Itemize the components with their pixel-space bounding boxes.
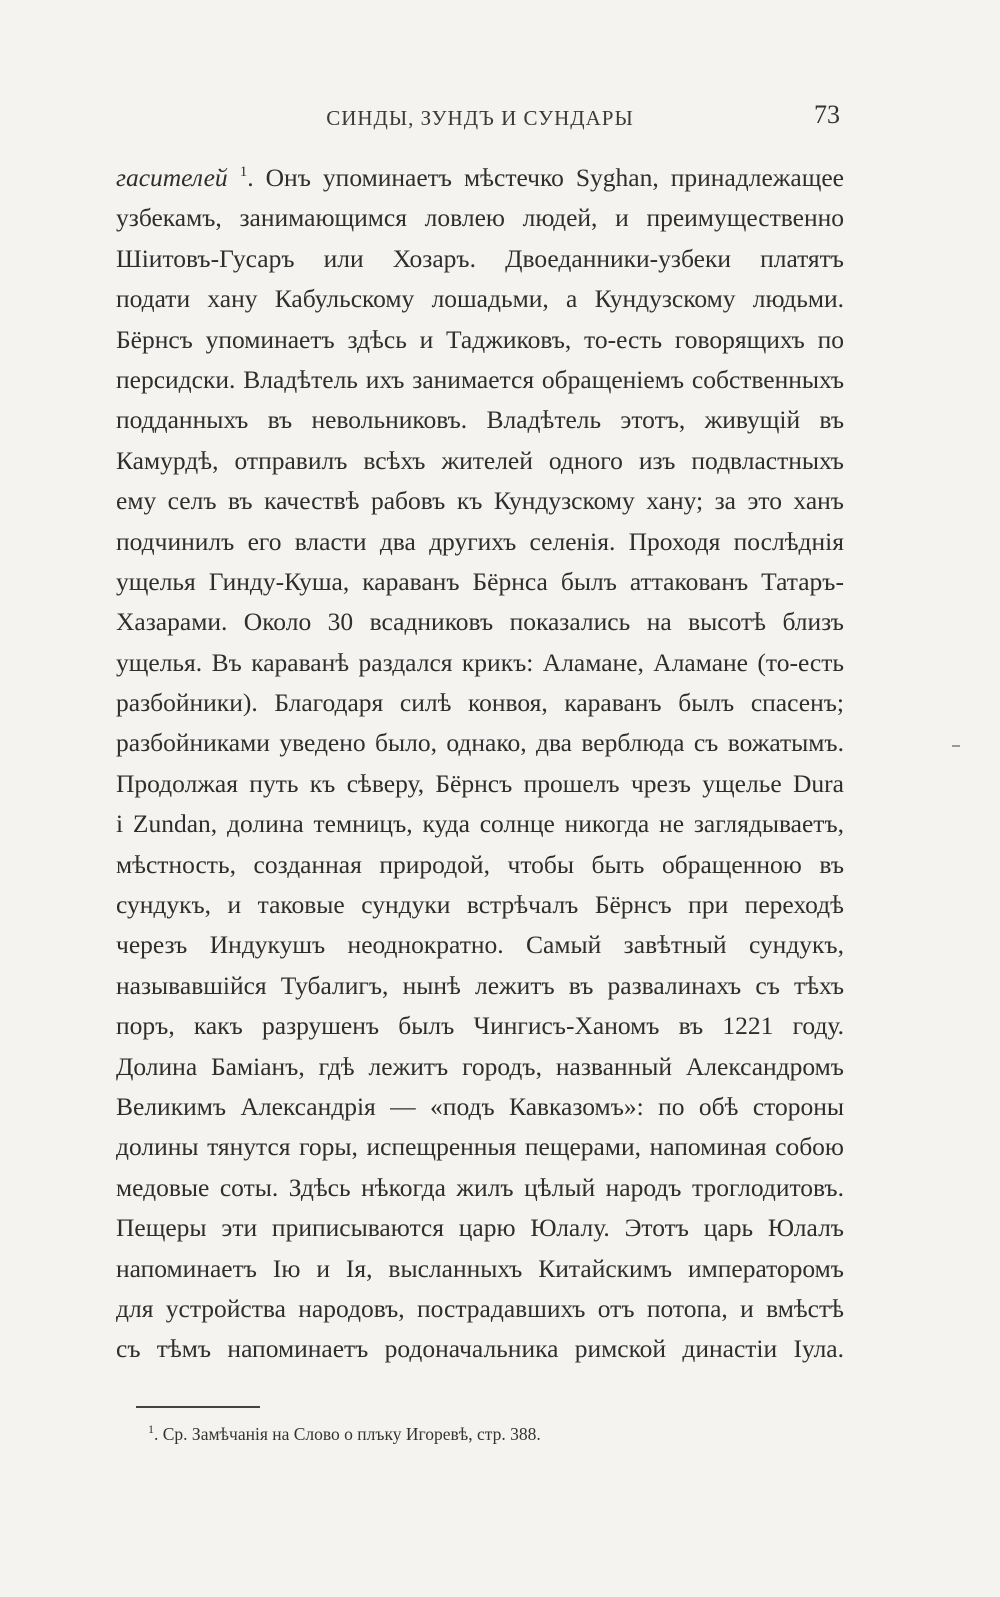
text-line: поръ, какъ разрушенъ былъ Чингисъ-Ханомъ въ 1221 году. [116,1011,844,1041]
text-line: Пещеры эти приписываются царю Юлалу. Этотъ царь Юлалъ [116,1213,844,1243]
text-line: Продолжая путь къ сѣверу, Бёрнсъ прошелъ чрезъ ущелье Dura [116,768,844,798]
text-line: Бёрнсъ упоминаетъ здѣсь и Таджиковъ, то-есть говорящихъ по [116,324,844,354]
footnote-text: . Ср. Замѣчанiя на Слово о плъку Игоревѣ, стр. 388. [154,1424,541,1444]
footnote-reference: 1 [239,164,248,180]
text-line: Великимъ Александрiя — «подъ Кавказомъ»: по обѣ стороны [116,1091,844,1121]
footnote-mark: 1 [148,1422,154,1436]
text-line: черезъ Индукушъ неоднократно. Самый завѣтный сундукъ, [116,930,844,960]
text-line-last: съ тѣмъ напоминаетъ родоначальника римской династiи Iула. [116,1334,844,1364]
text-line: долины тянутся горы, испещренныя пещерами, напоминая собою [116,1132,844,1162]
text-line-1 [116,158,844,198]
first-line-rest: . Онъ упоминаетъ мѣстечко Syghan, принадлежащее [247,163,844,192]
footnote-divider [136,1406,260,1408]
text-line: ему селъ въ качествѣ рабовъ къ Кундузскому хану; за это ханъ [116,486,844,516]
page-number: 73 [814,100,840,129]
body-text [116,158,844,1370]
text-line: напоминаетъ Iю и Iя, высланныхъ Китайскимъ императоромъ [116,1253,844,1283]
text-line: для устройства народовъ, пострадавшихъ отъ потопа, и вмѣстѣ [116,1293,844,1323]
text-line: узбекамъ, занимающимся ловлею людей, и преимущественно [116,203,844,233]
text-line: подданныхъ въ невольниковъ. Владѣтель этотъ, живущiй въ [116,405,844,435]
running-title: СИНДЫ, ЗУНДЪ И СУНДАРЫ [326,106,634,130]
italic-word: гасителей [116,163,228,192]
text-line: ущелья Гинду-Куша, караванъ Бёрнса былъ аттакованъ Татаръ- [116,566,844,596]
text-line: персидски. Владѣтель ихъ занимается обращенiемъ собственныхъ [116,364,844,394]
text-line: подати хану Кабульскому лошадьми, а Кундузскому людьми. [116,284,844,314]
text-line: разбойники). Благодаря силѣ конвоя, караванъ былъ спасенъ; [116,688,844,718]
text-line: Хазарами. Около 30 всадниковъ показались на высотѣ близъ [116,607,844,637]
text-line: Долина Бамiанъ, гдѣ лежитъ городъ, названный Александромъ [116,1051,844,1081]
text-line: мѣстность, созданная природой, чтобы быть обращенною въ [116,849,844,879]
text-line: медовые соты. Здѣсь нѣкогда жилъ цѣлый народъ троглодитовъ. [116,1172,844,1202]
text-line: сундукъ, и таковые сундуки встрѣчалъ Бёрнсъ при переходѣ [116,890,844,920]
text-line: i Zundan, долина темницъ, куда солнце никогда не заглядываетъ, [116,809,844,839]
text-line: Камурдѣ, отправилъ всѣхъ жителей одного изъ подвластныхъ [116,445,844,475]
text-line: подчинилъ его власти два другихъ селенiя. Проходя послѣднiя [116,526,844,556]
text-line: Шiитовъ-Гусаръ или Хозаръ. Двоеданники-узбеки платятъ [116,243,844,273]
text-line: называвшiйся Тубалигъ, нынѣ лежитъ въ развалинахъ съ тѣхъ [116,970,844,1000]
margin-speck [952,745,960,747]
text-line: разбойниками уведено было, однако, два верблюда съ вожатымъ. [116,728,844,758]
footnote [148,1424,541,1445]
text-line: ущелья. Въ караванѣ раздался крикъ: Аламане, Аламане (то-есть [116,647,844,677]
running-header [116,100,844,140]
